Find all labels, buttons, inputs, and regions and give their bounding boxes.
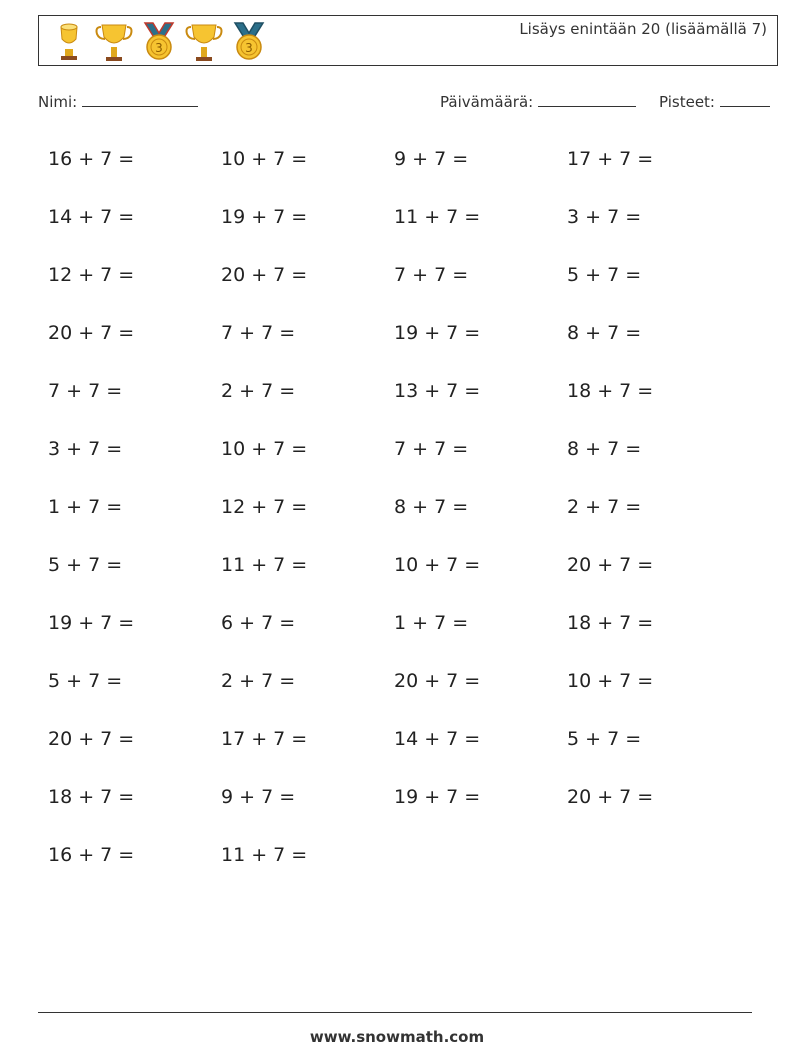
problem-item: 9 + 7 = — [394, 148, 469, 170]
problem-row — [48, 264, 748, 322]
problem-row — [48, 844, 748, 902]
problem-row — [48, 728, 748, 786]
problem-item: 18 + 7 = — [567, 380, 654, 402]
problem-item: 7 + 7 = — [48, 380, 123, 402]
problem-item: 19 + 7 = — [48, 612, 135, 634]
trophy-icon — [49, 19, 89, 63]
problem-item: 10 + 7 = — [221, 148, 308, 170]
problem-item: 11 + 7 = — [394, 206, 481, 228]
problem-item: 10 + 7 = — [221, 438, 308, 460]
problem-item: 20 + 7 = — [48, 322, 135, 344]
problem-item: 16 + 7 = — [48, 148, 135, 170]
problem-row — [48, 496, 748, 554]
problem-item: 18 + 7 = — [48, 786, 135, 808]
svg-text:3: 3 — [155, 41, 163, 55]
date-blank-line[interactable] — [538, 92, 636, 107]
problem-item: 14 + 7 = — [394, 728, 481, 750]
problem-item: 10 + 7 = — [567, 670, 654, 692]
problem-item: 2 + 7 = — [221, 670, 296, 692]
problem-item: 5 + 7 = — [48, 554, 123, 576]
problem-row — [48, 322, 748, 380]
problem-item: 20 + 7 = — [48, 728, 135, 750]
header-box — [38, 15, 778, 66]
problem-item: 20 + 7 = — [394, 670, 481, 692]
problem-item: 12 + 7 = — [48, 264, 135, 286]
problem-item: 11 + 7 = — [221, 844, 308, 866]
problem-item: 6 + 7 = — [221, 612, 296, 634]
problem-item: 17 + 7 = — [567, 148, 654, 170]
problem-row — [48, 786, 748, 844]
problem-item: 11 + 7 = — [221, 554, 308, 576]
problem-item: 14 + 7 = — [48, 206, 135, 228]
problem-row — [48, 554, 748, 612]
problem-item: 8 + 7 = — [394, 496, 469, 518]
problem-item: 5 + 7 = — [48, 670, 123, 692]
problem-item: 10 + 7 = — [394, 554, 481, 576]
problem-row — [48, 148, 748, 206]
problem-item: 8 + 7 = — [567, 322, 642, 344]
problem-item: 3 + 7 = — [48, 438, 123, 460]
problem-item: 20 + 7 = — [221, 264, 308, 286]
problem-row — [48, 612, 748, 670]
info-fields — [38, 92, 770, 116]
score-blank-line[interactable] — [720, 92, 770, 107]
footer-divider — [38, 1012, 752, 1013]
score-label: Pisteet: — [659, 93, 715, 111]
problem-item: 19 + 7 = — [221, 206, 308, 228]
problem-item: 19 + 7 = — [394, 322, 481, 344]
medal-3-icon — [229, 19, 269, 63]
trophy-cup-icon — [93, 19, 135, 63]
svg-text:3: 3 — [245, 41, 253, 55]
problem-item: 9 + 7 = — [221, 786, 296, 808]
problem-row — [48, 380, 748, 438]
problem-item: 5 + 7 = — [567, 728, 642, 750]
problem-item: 7 + 7 = — [221, 322, 296, 344]
problem-item: 7 + 7 = — [394, 264, 469, 286]
problem-item: 8 + 7 = — [567, 438, 642, 460]
problem-row — [48, 206, 748, 264]
score-field[interactable] — [659, 92, 770, 111]
problem-item: 17 + 7 = — [221, 728, 308, 750]
problem-item: 20 + 7 = — [567, 554, 654, 576]
date-field[interactable] — [440, 92, 636, 111]
problem-item: 19 + 7 = — [394, 786, 481, 808]
problem-item: 7 + 7 = — [394, 438, 469, 460]
problem-item: 18 + 7 = — [567, 612, 654, 634]
problem-item: 2 + 7 = — [567, 496, 642, 518]
name-blank-line[interactable] — [82, 92, 198, 107]
problem-row — [48, 670, 748, 728]
name-label: Nimi: — [38, 93, 78, 111]
problem-item: 12 + 7 = — [221, 496, 308, 518]
problem-item: 3 + 7 = — [567, 206, 642, 228]
problem-item: 5 + 7 = — [567, 264, 642, 286]
problem-item: 20 + 7 = — [567, 786, 654, 808]
worksheet-title: Lisäys enintään 20 (lisäämällä 7) — [519, 20, 767, 38]
problem-row — [48, 438, 748, 496]
name-field[interactable] — [38, 92, 198, 111]
problem-item: 1 + 7 = — [48, 496, 123, 518]
trophy-cup-icon — [183, 19, 225, 63]
problem-item: 16 + 7 = — [48, 844, 135, 866]
problem-item: 2 + 7 = — [221, 380, 296, 402]
problem-item: 13 + 7 = — [394, 380, 481, 402]
icon-row — [49, 19, 269, 63]
medal-3-icon — [139, 19, 179, 63]
date-label: Päivämäärä: — [440, 93, 534, 111]
problem-item: 1 + 7 = — [394, 612, 469, 634]
problem-grid — [48, 148, 748, 902]
footer-url: www.snowmath.com — [309, 1028, 485, 1046]
